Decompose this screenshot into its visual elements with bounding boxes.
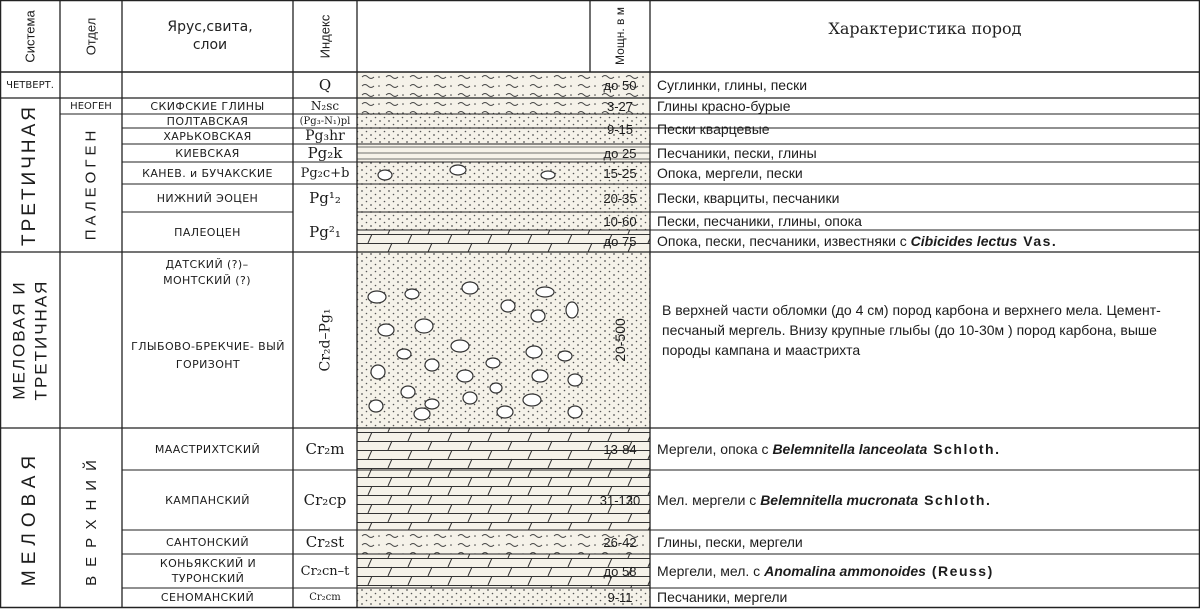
species-ammonoides: Anomalina ammonoides: [764, 563, 926, 579]
index-cr2cp: Cr₂cp: [303, 491, 347, 509]
thickness-cenomanian: 9-11: [607, 589, 633, 605]
index-pg2cb: Pg₂c+b: [300, 165, 350, 181]
thickness-campanian: 31-130: [599, 492, 641, 508]
species-lanceolata: Belemnitella lanceolata: [772, 441, 928, 457]
stage-santonian: САНТОНСКИЙ: [165, 535, 250, 549]
desc-santonian: Глины, пески, мергели: [657, 534, 803, 550]
index-cr2d-pg1: Cr₂d–Pg₁: [316, 308, 333, 372]
desc-kharkov: Пески кварцевые: [657, 121, 770, 137]
index-cr2m: Cr₂m: [305, 440, 345, 458]
thickness-kiev: до 25: [603, 145, 637, 161]
thickness-maastricht: 13-84: [603, 441, 637, 457]
species-mucronata: Belemnitella mucronata: [760, 492, 919, 508]
species-cibicides: Cibicides lectus: [910, 233, 1018, 249]
header-stage: Ярус,свита, слои: [167, 19, 253, 53]
header-system: Система: [22, 9, 38, 63]
thickness-kanev: 15-25: [603, 165, 637, 181]
desc-q: Суглинки, глины, пески: [657, 77, 808, 93]
stage-skif: СКИФСКИЕ ГЛИНЫ: [150, 99, 265, 113]
desc-coniacian: Мергели, мел. с Anomalina ammonoides (Reuss): [657, 563, 994, 579]
thickness-skif: 3-27: [606, 98, 634, 114]
index-cr2cn-t: Cr₂cn–t: [300, 563, 350, 579]
index-cr2cm: Cr₂cm: [309, 591, 341, 603]
desc-paleocene: Опока, пески, песчаники, известняки с Cibicides lectus Vas.: [657, 233, 1058, 249]
stage-coniacian: КОНЬЯКСКИЙ И ТУРОНСКИЙ: [159, 557, 257, 585]
index-pg21: Pg²₁: [309, 223, 341, 241]
department-upper: ВЕРХНИЙ: [82, 450, 100, 586]
department-paleogene: ПАЛЕОГЕН: [82, 126, 100, 240]
desc-breccia: В верхней части обломки (до 4 см) пород карбона и верхнего мела. Цемент-песчаный мергель. Внизу крупные глыбы (до 10-30м ) пород карбона, выше породы кампана и маастрихта: [662, 302, 1161, 358]
header-department: Отдел: [83, 17, 99, 55]
system-cretaceous: МЕЛОВАЯ: [19, 449, 40, 587]
desc-maastricht: Мергели, опока с Belemnitella lanceolata Schloth.: [657, 441, 1001, 457]
system-tertiary: ТРЕТИЧНАЯ: [19, 104, 40, 246]
thickness-paleocene: до 75: [603, 233, 637, 249]
thickness-10-60: 10-60: [603, 213, 637, 229]
desc-kanev: Опока, мергели, пески: [657, 165, 803, 181]
desc-campanian: Мел. мергели с Belemnitella mucronata Schloth.: [657, 492, 992, 508]
stage-breccia: ГЛЫБОВО-БРЕКЧИЕ- ВЫЙ ГОРИЗОНТ: [131, 340, 285, 371]
thickness-eocene: 20-35: [603, 190, 637, 206]
stage-kanev: КАНЕВ. и БУЧАКСКИЕ: [142, 166, 273, 180]
header-description: Характеристика пород: [828, 19, 1022, 38]
thickness-breccia: 20-500: [612, 318, 628, 362]
thickness-kharkov: 9-15: [606, 121, 634, 137]
stage-danian: ДАТСКИЙ (?)– МОНТСКИЙ (?): [163, 258, 251, 287]
thickness-coniacian: до 58: [603, 563, 637, 579]
stage-kiev: КИЕВСКАЯ: [175, 146, 240, 160]
stage-kharkov: ХАРЬКОВСКАЯ: [163, 129, 252, 143]
index-n2sc: N₂sc: [310, 99, 340, 113]
index-poltava: (Pg₃-N₁)pl: [299, 115, 351, 127]
index-q: Q: [318, 76, 332, 94]
desc-10-60: Пески, песчаники, глины, опока: [657, 213, 862, 229]
header-thickness: Мощн. в м: [613, 7, 627, 65]
stage-maastricht: МААСТРИХТСКИЙ: [154, 442, 261, 456]
desc-kiev: Песчаники, пески, глины: [657, 145, 817, 161]
desc-cenomanian: Песчаники, мергели: [657, 589, 788, 605]
index-pg2k: Pg₂k: [307, 144, 343, 162]
stage-paleocene: ПАЛЕОЦЕН: [174, 225, 241, 239]
system-cretaceous-tertiary: МЕЛОВАЯ И ТРЕТИЧНАЯ: [9, 279, 51, 401]
department-neogene: НЕОГЕН: [70, 100, 112, 112]
stage-lower-eocene: НИЖНИЙ ЭОЦЕН: [156, 191, 259, 205]
index-pg3hr: Pg₃hr: [305, 128, 345, 144]
stage-cenomanian: СЕНОМАНСКИЙ: [160, 590, 255, 604]
desc-skif: Глины красно-бурые: [657, 98, 791, 114]
thickness-santonian: 26-42: [603, 534, 637, 550]
system-quaternary: ЧЕТВЕРТ.: [6, 79, 54, 91]
index-pg12: Pg¹₂: [309, 189, 341, 207]
stage-campanian: КАМПАНСКИЙ: [165, 493, 250, 507]
desc-eocene: Пески, кварциты, песчаники: [657, 190, 840, 206]
header-index: Индекс: [317, 14, 333, 58]
stage-poltava: ПОЛТАВСКАЯ: [166, 114, 249, 128]
index-cr2st: Cr₂st: [305, 533, 345, 551]
thickness-q: до 50: [603, 77, 637, 93]
